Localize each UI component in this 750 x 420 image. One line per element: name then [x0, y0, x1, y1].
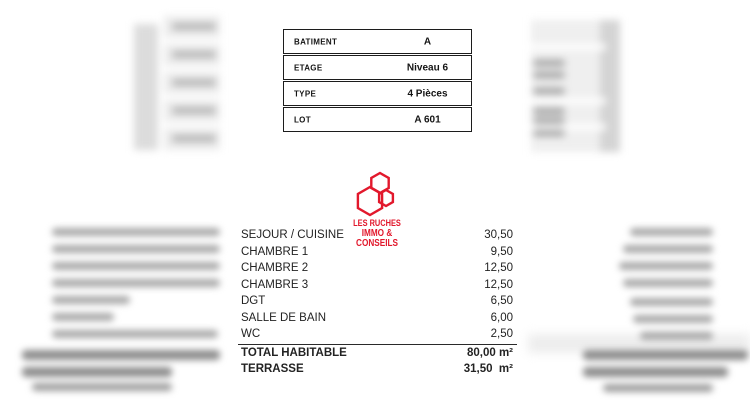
surface-total-row — [238, 345, 517, 362]
room-area: 6,00 — [490, 311, 513, 324]
room-label: CHAMBRE 1 — [241, 245, 309, 258]
surface-row — [238, 310, 517, 327]
room-label: SEJOUR / CUISINE — [241, 229, 344, 241]
surface-row — [238, 326, 517, 343]
info-row-etage — [283, 55, 472, 80]
room-area: 30,50 — [484, 229, 513, 241]
room-label: CHAMBRE 3 — [241, 278, 309, 291]
blur-band — [164, 128, 220, 150]
info-label: TYPE — [294, 89, 317, 98]
info-row-batiment — [283, 29, 472, 54]
blur-band — [164, 72, 220, 94]
info-label: LOT — [294, 115, 311, 124]
honeycomb-logo-icon — [335, 168, 419, 218]
total-area: 80,00 m² — [466, 346, 513, 359]
room-area: 6,50 — [490, 295, 513, 307]
surface-total-row — [238, 361, 517, 378]
info-value: Niveau 6 — [406, 62, 449, 73]
blur-band — [164, 100, 220, 122]
blur-band — [164, 44, 220, 66]
surface-row — [238, 277, 517, 294]
room-area: 9,50 — [490, 245, 513, 258]
blurred-text-right-bottom — [583, 224, 750, 394]
blur-column — [600, 20, 620, 152]
surface-table — [238, 227, 517, 378]
room-area: 12,50 — [484, 278, 513, 291]
room-label: WC — [241, 328, 261, 340]
room-area: 2,50 — [490, 328, 513, 340]
blurred-panel-right-top — [531, 20, 620, 152]
room-label: CHAMBRE 2 — [241, 262, 309, 274]
blur-strip — [134, 24, 158, 150]
info-label: ETAGE — [294, 63, 323, 72]
agency-logo — [335, 168, 419, 249]
info-value: A 601 — [414, 114, 441, 125]
blurred-text-left-bottom — [22, 226, 220, 396]
total-area: 31,50 m² — [463, 363, 513, 375]
surface-row — [238, 260, 517, 277]
room-label: SALLE DE BAIN — [241, 311, 327, 324]
info-value: 4 Pièces — [407, 88, 448, 99]
logo-tagline: IMMO & CONSEILS — [356, 228, 398, 249]
room-area: 12,50 — [484, 262, 513, 274]
room-label: DGT — [241, 295, 266, 307]
total-label: TOTAL HABITABLE — [241, 346, 347, 359]
unit-info-table — [283, 29, 472, 132]
info-value: A — [423, 36, 432, 47]
info-row-lot — [283, 107, 472, 132]
info-row-type — [283, 81, 472, 106]
total-label: TERRASSE — [241, 363, 304, 375]
blur-band — [164, 16, 220, 38]
surface-row — [238, 293, 517, 310]
blurred-panel-left-top — [134, 16, 220, 156]
logo-name: LES RUCHES — [353, 218, 401, 229]
info-label: BATIMENT — [294, 37, 338, 46]
